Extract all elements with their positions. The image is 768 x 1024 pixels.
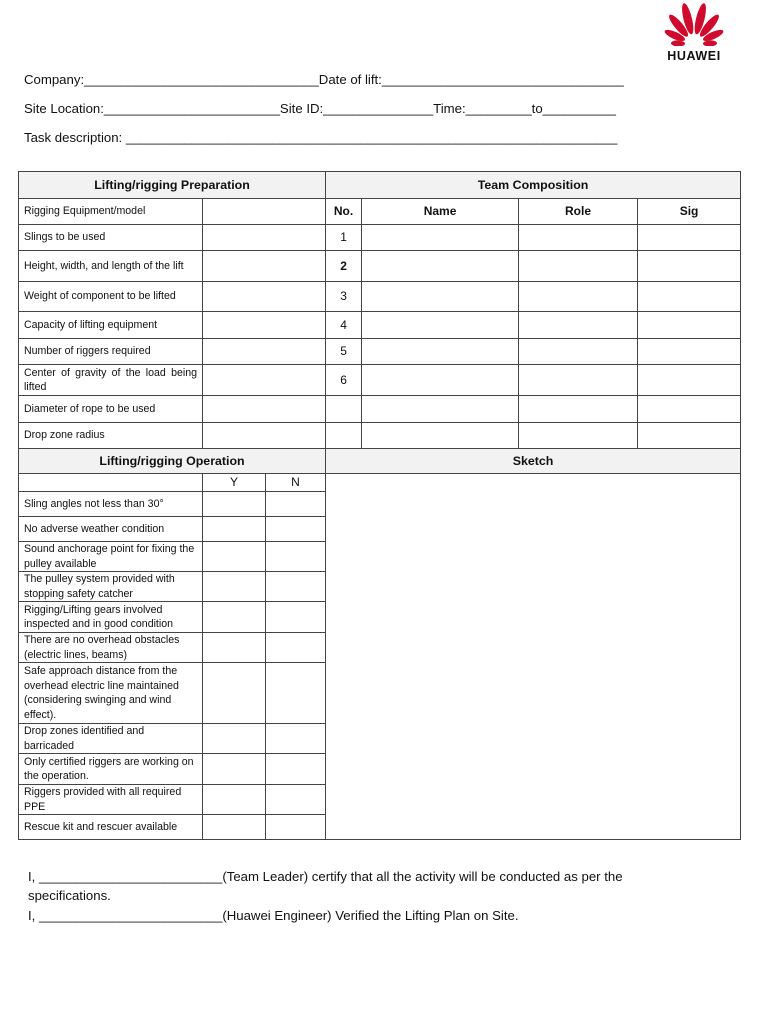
- yes-checkbox-cell[interactable]: [203, 754, 266, 785]
- no-checkbox-cell[interactable]: [266, 633, 326, 663]
- operation-item: There are no overhead obstacles (electric lines, beams): [19, 633, 203, 663]
- team-row-number: 6: [326, 365, 362, 396]
- team-composition-header: Team Composition: [326, 172, 741, 199]
- team-name-cell[interactable]: [362, 423, 519, 449]
- operation-header: Lifting/rigging Operation: [19, 449, 326, 474]
- lifting-plan-table: [18, 171, 741, 840]
- huawei-logo: [657, 2, 731, 63]
- yes-checkbox-cell[interactable]: [203, 492, 266, 517]
- team-col-name: Name: [362, 199, 519, 225]
- yes-checkbox-cell[interactable]: [203, 663, 266, 724]
- yes-checkbox-cell[interactable]: [203, 602, 266, 633]
- team-name-cell[interactable]: [362, 312, 519, 339]
- certification-continuation: specifications.: [28, 888, 111, 903]
- no-checkbox-cell[interactable]: [266, 754, 326, 785]
- prep-value-cell[interactable]: [203, 339, 326, 365]
- prep-value-cell[interactable]: [203, 312, 326, 339]
- huawei-flower-icon: [663, 2, 725, 46]
- team-row-number: 3: [326, 282, 362, 312]
- operation-item: Sound anchorage point for fixing the pulley available: [19, 542, 203, 572]
- team-name-cell[interactable]: [362, 282, 519, 312]
- operation-item: No adverse weather condition: [19, 517, 203, 542]
- operation-item: Safe approach distance from the overhead electric line maintained (considering swinging and wind effect).: [19, 663, 203, 724]
- team-empty-cell: [326, 423, 362, 449]
- team-name-cell[interactable]: [362, 396, 519, 423]
- team-row-number: 1: [326, 225, 362, 251]
- no-checkbox-cell[interactable]: [266, 724, 326, 754]
- operation-item: Rigging/Lifting gears involved inspected and in good condition: [19, 602, 203, 633]
- brand-name: HUAWEI: [667, 49, 721, 63]
- task-description-line: Task description: ___________________________________________________________________: [24, 130, 618, 145]
- team-role-cell[interactable]: [519, 396, 638, 423]
- operation-item: Drop zones identified and barricaded: [19, 724, 203, 754]
- team-role-cell[interactable]: [519, 423, 638, 449]
- yes-checkbox-cell[interactable]: [203, 572, 266, 602]
- huawei-engineer-verification: I, _________________________(Huawei Engineer) Verified the Lifting Plan on Site.: [28, 908, 519, 923]
- team-name-cell[interactable]: [362, 365, 519, 396]
- operation-item: Riggers provided with all required PPE: [19, 785, 203, 815]
- prep-item: Slings to be used: [19, 225, 203, 251]
- team-row-number: 2: [326, 251, 362, 282]
- no-checkbox-cell[interactable]: [266, 602, 326, 633]
- prep-item: Weight of component to be lifted: [19, 282, 203, 312]
- team-role-cell[interactable]: [519, 251, 638, 282]
- operation-blank-cell: [19, 474, 203, 492]
- yes-checkbox-cell[interactable]: [203, 633, 266, 663]
- team-role-cell[interactable]: [519, 339, 638, 365]
- preparation-header: Lifting/rigging Preparation: [19, 172, 326, 199]
- prep-item: Diameter of rope to be used: [19, 396, 203, 423]
- operation-item: Sling angles not less than 30°: [19, 492, 203, 517]
- prep-item: Center of gravity of the load being lifted: [19, 365, 203, 396]
- prep-value-cell[interactable]: [203, 365, 326, 396]
- team-row-number: 5: [326, 339, 362, 365]
- no-checkbox-cell[interactable]: [266, 663, 326, 724]
- prep-value-cell[interactable]: [203, 225, 326, 251]
- operation-item: Only certified riggers are working on the operation.: [19, 754, 203, 785]
- team-role-cell[interactable]: [519, 365, 638, 396]
- team-sig-cell[interactable]: [638, 396, 741, 423]
- yes-checkbox-cell[interactable]: [203, 517, 266, 542]
- prep-value-cell[interactable]: [203, 251, 326, 282]
- team-empty-cell: [326, 396, 362, 423]
- team-col-no: No.: [326, 199, 362, 225]
- sketch-area[interactable]: [326, 474, 741, 840]
- yes-checkbox-cell[interactable]: [203, 815, 266, 840]
- prep-value-cell[interactable]: [203, 423, 326, 449]
- sketch-header: Sketch: [326, 449, 741, 474]
- team-name-cell[interactable]: [362, 339, 519, 365]
- prep-item: Rigging Equipment/model: [19, 199, 203, 225]
- prep-value-cell[interactable]: [203, 199, 326, 225]
- no-checkbox-cell[interactable]: [266, 815, 326, 840]
- no-checkbox-cell[interactable]: [266, 572, 326, 602]
- team-role-cell[interactable]: [519, 312, 638, 339]
- prep-item: Drop zone radius: [19, 423, 203, 449]
- operation-item: The pulley system provided with stopping safety catcher: [19, 572, 203, 602]
- site-time-line: Site Location:________________________Site ID:_______________Time:_________to__________: [24, 101, 617, 116]
- team-name-cell[interactable]: [362, 225, 519, 251]
- no-checkbox-cell[interactable]: [266, 492, 326, 517]
- no-column-header: N: [266, 474, 326, 492]
- no-checkbox-cell[interactable]: [266, 785, 326, 815]
- yes-checkbox-cell[interactable]: [203, 542, 266, 572]
- team-sig-cell[interactable]: [638, 365, 741, 396]
- team-col-role: Role: [519, 199, 638, 225]
- team-leader-certification: I, _________________________(Team Leader) certify that all the activity will be conducted as per the: [28, 869, 623, 884]
- prep-value-cell[interactable]: [203, 396, 326, 423]
- no-checkbox-cell[interactable]: [266, 517, 326, 542]
- prep-item: Height, width, and length of the lift: [19, 251, 203, 282]
- prep-item: Capacity of lifting equipment: [19, 312, 203, 339]
- team-name-cell[interactable]: [362, 251, 519, 282]
- yes-checkbox-cell[interactable]: [203, 785, 266, 815]
- operation-item: Rescue kit and rescuer available: [19, 815, 203, 840]
- team-sig-cell[interactable]: [638, 312, 741, 339]
- team-col-sig: Sig: [638, 199, 741, 225]
- yes-column-header: Y: [203, 474, 266, 492]
- team-sig-cell[interactable]: [638, 282, 741, 312]
- team-sig-cell[interactable]: [638, 423, 741, 449]
- team-row-number: 4: [326, 312, 362, 339]
- team-role-cell[interactable]: [519, 225, 638, 251]
- no-checkbox-cell[interactable]: [266, 542, 326, 572]
- prep-value-cell[interactable]: [203, 282, 326, 312]
- prep-item: Number of riggers required: [19, 339, 203, 365]
- team-sig-cell[interactable]: [638, 251, 741, 282]
- team-sig-cell[interactable]: [638, 225, 741, 251]
- team-role-cell[interactable]: [519, 282, 638, 312]
- team-sig-cell[interactable]: [638, 339, 741, 365]
- yes-checkbox-cell[interactable]: [203, 724, 266, 754]
- company-date-line: Company:________________________________Date of lift:_________________________________: [24, 72, 624, 87]
